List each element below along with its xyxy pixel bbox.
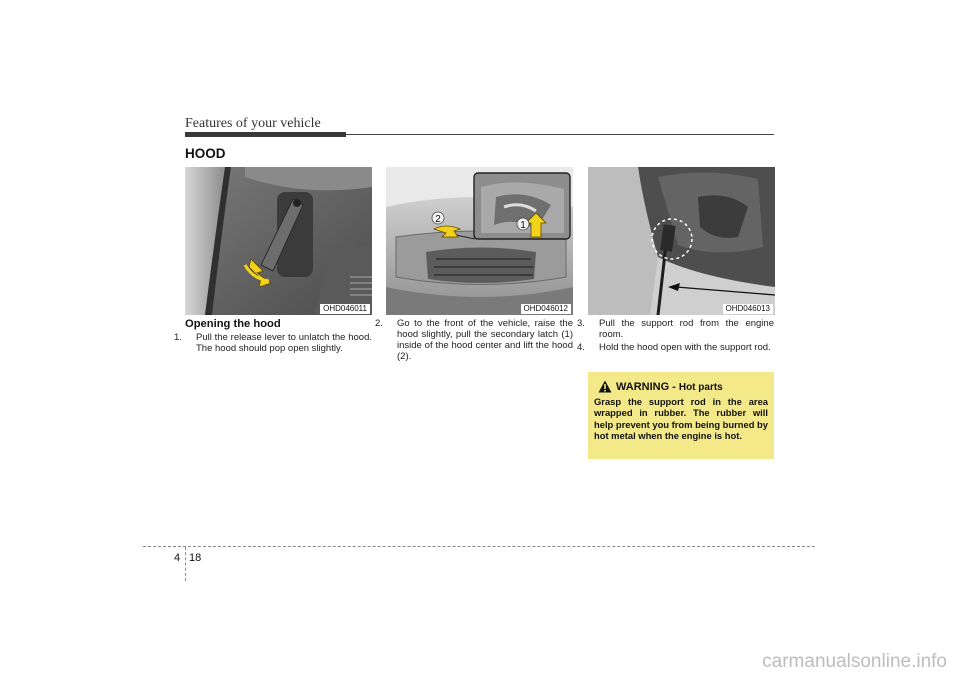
step-text: Pull the release lever to unlatch the hood. The hood should pop open slightly.: [196, 332, 372, 354]
callout-latch: 1: [520, 220, 526, 231]
figure-secondary-latch: [386, 167, 573, 315]
warning-body: Grasp the support rod in the area wrapped in rubber. The rubber will help prevent you from being burned by hot metal when the engine is hot.: [594, 396, 768, 441]
step-text: Go to the front of the vehicle, raise the hood slightly, pull the secondary latch (1) inside of the hood center and lift the hood (2).: [397, 318, 573, 362]
page-number: 18: [189, 552, 202, 564]
warning-title: [616, 381, 723, 393]
step-text: Hold the hood open with the support rod.: [599, 342, 771, 353]
step-number: 4.: [577, 342, 585, 353]
figure-code: OHD046013: [723, 304, 773, 314]
figure-support-rod: [588, 167, 775, 315]
step-number: 2.: [375, 318, 383, 329]
warning-separator: -: [672, 380, 676, 393]
warning-triangle-icon: [598, 380, 612, 393]
footer-divider: [185, 547, 186, 581]
running-header: Features of your vehicle: [185, 116, 321, 131]
figure-code: OHD046012: [521, 304, 571, 314]
figure-release-lever: [185, 167, 372, 315]
header-bar: [185, 132, 346, 137]
step-4: [577, 342, 774, 353]
callout-hood: 2: [435, 214, 441, 225]
step-1: [174, 332, 372, 354]
section-title: HOOD: [185, 146, 226, 161]
step-2: [375, 318, 573, 362]
header-rule: [346, 134, 774, 135]
figure-code: OHD046011: [320, 304, 370, 314]
subsection-title: Opening the hood: [185, 318, 281, 330]
warning-subtitle: Hot parts: [678, 381, 723, 393]
support-rod-illustration: [588, 167, 775, 315]
step-text: Pull the support rod from the engine room.: [599, 318, 774, 340]
warning-label: WARNING: [616, 380, 670, 393]
warning-box: [588, 372, 774, 459]
watermark: carmanualsonline.info: [762, 651, 947, 672]
step-number: 3.: [577, 318, 585, 329]
footer-rule: [143, 546, 815, 547]
release-lever-illustration: [185, 167, 372, 315]
step-number: 1.: [174, 332, 182, 343]
warning-header: [598, 380, 723, 393]
step-3: [577, 318, 774, 340]
chapter-number: 4: [174, 552, 181, 564]
secondary-latch-illustration: [386, 167, 573, 315]
